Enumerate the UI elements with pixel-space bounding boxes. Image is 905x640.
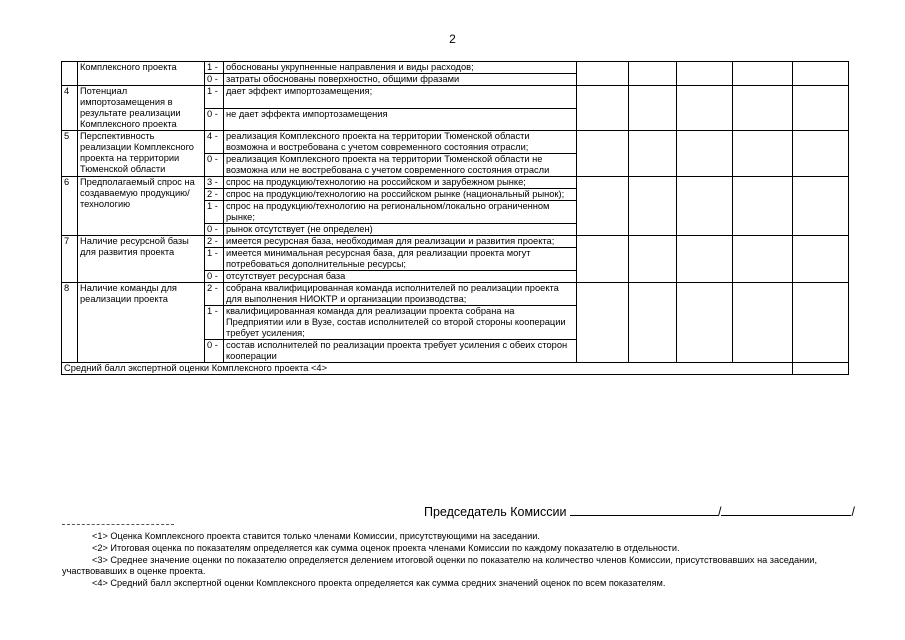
- table-row: [62, 86, 849, 109]
- score-cell[interactable]: [629, 283, 677, 363]
- score-cell[interactable]: [629, 62, 677, 86]
- option-score: 2 -: [205, 189, 224, 201]
- footnote-2: <2> Итоговая оценка по показателям определяется как сумма оценок проекта членами Комиссии по каждому показателю в отдельности.: [92, 542, 680, 553]
- table-row: [62, 62, 849, 74]
- score-cell[interactable]: [677, 62, 733, 86]
- score-cell[interactable]: [577, 177, 629, 236]
- option-text: спрос на продукцию/технологию на региональном/локально ограниченном рынке;: [224, 201, 577, 224]
- score-cell[interactable]: [629, 177, 677, 236]
- score-cell[interactable]: [733, 283, 793, 363]
- footnotes: [62, 531, 882, 590]
- option-text: квалифицированная команда для реализации проекта собрана на Предприятии или в Вузе, состав исполнителей со второй стороны кооперации требует усиления;: [224, 306, 577, 340]
- option-text: обоснованы укрупненные направления и виды расходов;: [224, 62, 577, 74]
- option-score: 0 -: [205, 108, 224, 131]
- option-score: 0 -: [205, 74, 224, 86]
- criterion-name: Наличие команды для реализации проекта: [78, 283, 205, 363]
- option-score: 0 -: [205, 340, 224, 363]
- criterion-name: Предполагаемый спрос на создаваемую продукцию/технологию: [78, 177, 205, 236]
- option-score: 1 -: [205, 306, 224, 340]
- score-cell[interactable]: [733, 236, 793, 283]
- score-cell[interactable]: [677, 236, 733, 283]
- score-cell[interactable]: [793, 283, 849, 363]
- score-cell[interactable]: [677, 86, 733, 131]
- table-row: [62, 131, 849, 154]
- page-number: 2: [449, 32, 456, 46]
- score-cell[interactable]: [629, 131, 677, 177]
- criterion-name: Комплексного проекта: [78, 62, 205, 86]
- option-text: состав исполнителей по реализации проекта требует усиления с обеих сторон кооперации: [224, 340, 577, 363]
- footnote-3: <3> Среднее значение оценки по показателю определяется делением итоговой оценки по показателю на количество членов Комиссии, присутствовавших на заседании, участвовавших в оценке проекта.: [62, 554, 817, 577]
- option-score: 1 -: [205, 248, 224, 271]
- table-row: [62, 283, 849, 306]
- option-text: спрос на продукцию/технологию на российском и зарубежном рынке;: [224, 177, 577, 189]
- criterion-number: 8: [62, 283, 78, 363]
- score-cell[interactable]: [677, 131, 733, 177]
- footnote-1: <1> Оценка Комплексного проекта ставится только членами Комиссии, присутствующими на заседании.: [92, 531, 540, 541]
- option-score: 0 -: [205, 154, 224, 177]
- evaluation-table: [61, 61, 849, 375]
- option-text: не дает эффекта импортозамещения: [224, 108, 577, 131]
- chairman-signature-line: [424, 503, 855, 519]
- option-text: реализация Комплексного проекта на территории Тюменской области возможна и востребована с учетом современного состояния отрасли;: [224, 131, 577, 154]
- score-cell[interactable]: [577, 236, 629, 283]
- option-text: имеется минимальная ресурсная база, для реализации проекта могут потребоваться дополнительные ресурсы;: [224, 248, 577, 271]
- score-cell[interactable]: [793, 62, 849, 86]
- average-score-cell[interactable]: [793, 363, 849, 375]
- option-score: 0 -: [205, 224, 224, 236]
- score-cell[interactable]: [577, 131, 629, 177]
- option-score: 0 -: [205, 271, 224, 283]
- option-text: рынок отсутствует (не определен): [224, 224, 577, 236]
- score-cell[interactable]: [629, 86, 677, 131]
- criterion-name: Потенциал импортозамещения в результате реализации Комплексного проекта: [78, 86, 205, 131]
- score-cell[interactable]: [677, 177, 733, 236]
- option-score: 1 -: [205, 62, 224, 74]
- signature-separator: /: [717, 505, 722, 519]
- criterion-number: 7: [62, 236, 78, 283]
- option-text: реализация Комплексного проекта на территории Тюменской области не возможна или не востребована с учетом современного состояния отрасли: [224, 154, 577, 177]
- option-score: 1 -: [205, 201, 224, 224]
- option-score: 4 -: [205, 131, 224, 154]
- score-cell[interactable]: [577, 86, 629, 131]
- option-score: 3 -: [205, 177, 224, 189]
- criterion-number: 5: [62, 131, 78, 177]
- score-cell[interactable]: [793, 236, 849, 283]
- table-row: [62, 177, 849, 189]
- score-cell[interactable]: [677, 283, 733, 363]
- option-score: 2 -: [205, 236, 224, 248]
- score-cell[interactable]: [793, 131, 849, 177]
- option-text: дает эффект импортозамещения;: [224, 86, 577, 109]
- footnote-4: <4> Средний балл экспертной оценки Комплексного проекта определяется как сумма средних значений оценок по всем показателям.: [92, 578, 666, 589]
- score-cell[interactable]: [793, 86, 849, 131]
- score-cell[interactable]: [577, 283, 629, 363]
- signature-field: [570, 503, 718, 516]
- criterion-number: 6: [62, 177, 78, 236]
- score-cell[interactable]: [733, 177, 793, 236]
- name-field: [721, 503, 851, 516]
- option-text: затраты обоснованы поверхностно, общими фразами: [224, 74, 577, 86]
- signature-end: /: [851, 505, 855, 519]
- chairman-label: Председатель Комиссии: [424, 505, 567, 519]
- average-score-label: Средний балл экспертной оценки Комплексного проекта <4>: [62, 363, 793, 375]
- option-text: спрос на продукцию/технологию на российском рынке (национальный рынок);: [224, 189, 577, 201]
- option-score: 2 -: [205, 283, 224, 306]
- criterion-name: Перспективность реализации Комплексного проекта на территории Тюменской области: [78, 131, 205, 177]
- criterion-number: 4: [62, 86, 78, 131]
- score-cell[interactable]: [577, 62, 629, 86]
- table-row: [62, 236, 849, 248]
- score-cell[interactable]: [793, 177, 849, 236]
- average-score-row: [62, 363, 849, 375]
- option-text: отсутствует ресурсная база: [224, 271, 577, 283]
- criterion-name: Наличие ресурсной базы для развития проекта: [78, 236, 205, 283]
- criterion-number: [62, 62, 78, 86]
- score-cell[interactable]: [733, 62, 793, 86]
- score-cell[interactable]: [629, 236, 677, 283]
- option-text: имеется ресурсная база, необходимая для реализации и развития проекта;: [224, 236, 577, 248]
- score-cell[interactable]: [733, 86, 793, 131]
- footnote-separator: [62, 524, 174, 525]
- option-score: 1 -: [205, 86, 224, 109]
- option-text: собрана квалифицированная команда исполнителей по реализации проекта для выполнения НИОКТР и организации производства;: [224, 283, 577, 306]
- score-cell[interactable]: [733, 131, 793, 177]
